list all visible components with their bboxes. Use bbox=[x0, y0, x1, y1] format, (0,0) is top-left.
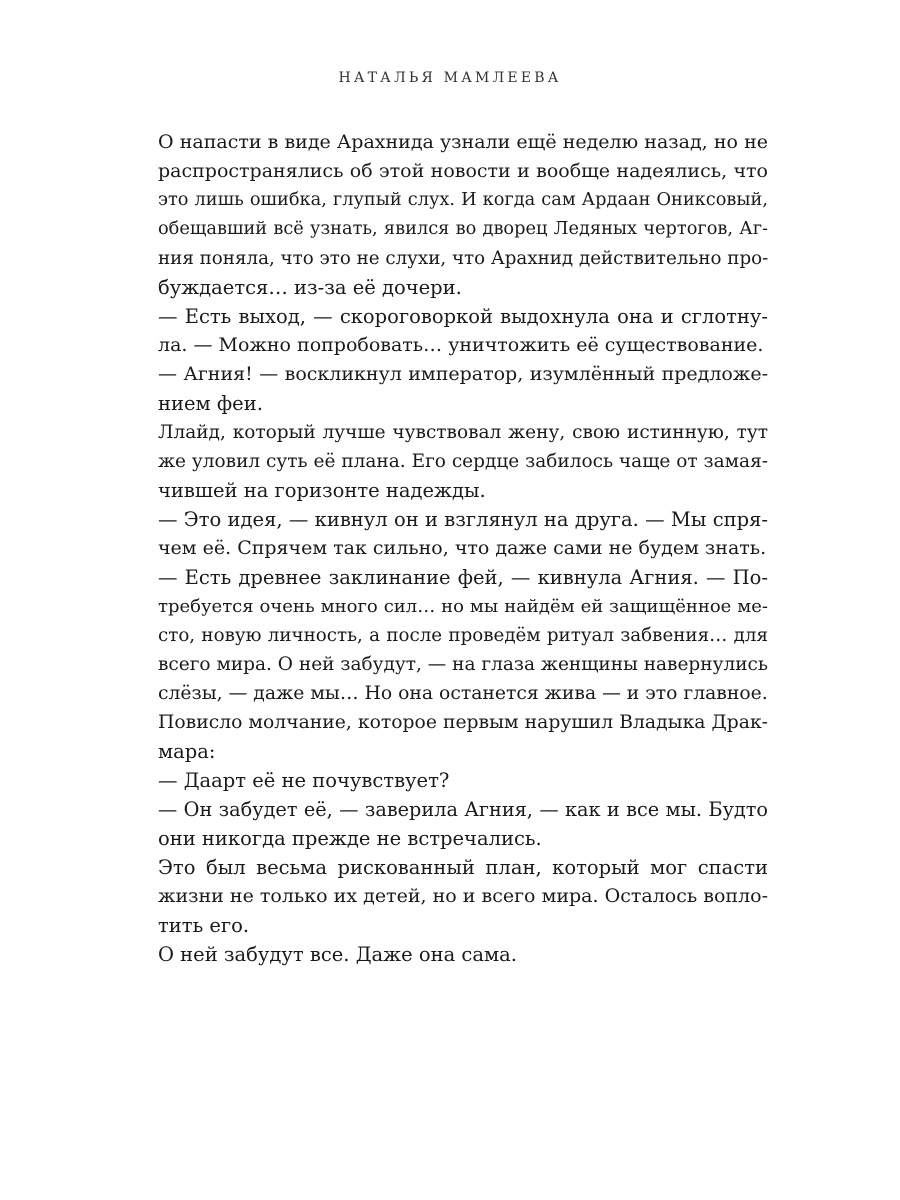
text-line: сто, новую личность, а после проведём ритуал забвения… для bbox=[158, 625, 768, 646]
text-line: — Есть древнее заклинание фей, — кивнула Агния. — По- bbox=[158, 566, 768, 589]
paragraph bbox=[130, 940, 768, 969]
text-line: жизни не только их детей, но и всего мира. Осталось вопло- bbox=[158, 885, 768, 907]
text-line: Повисло молчание, которое первым нарушил Владыка Драк- bbox=[158, 712, 768, 733]
text-line: они никогда прежде не встречались. bbox=[158, 827, 542, 850]
paragraph bbox=[130, 766, 768, 795]
paragraph bbox=[130, 302, 768, 360]
text-line: мара: bbox=[158, 740, 216, 763]
paragraph bbox=[130, 853, 768, 940]
paragraph bbox=[130, 418, 768, 505]
text-line: — Есть выход, — скороговоркой выдохнула она и сглотну- bbox=[158, 305, 768, 328]
text-line: ла. — Можно попробовать… уничтожить её существование. bbox=[158, 334, 764, 356]
text-line: нием феи. bbox=[158, 392, 263, 415]
text-line: Ллайд, который лучше чувствовал жену, свою истинную, тут bbox=[158, 422, 768, 443]
text-line: О напасти в виде Арахнида узнали ещё неделю назад, но не bbox=[158, 131, 768, 153]
text-line: обещавший всё узнать, явился во дворец Ледяных чертогов, Аг- bbox=[158, 219, 768, 239]
text-line: Это был весьма рискованный план, который мог спасти bbox=[158, 856, 768, 879]
running-head: НАТАЛЬЯ МАМЛЕЕВА bbox=[338, 70, 562, 86]
text-line: О ней забудут все. Даже она сама. bbox=[158, 943, 517, 966]
text-line: — Агния! — воскликнул император, изумлённый предложе- bbox=[158, 363, 768, 385]
paragraph bbox=[130, 360, 768, 418]
text-line: чившей на горизонте надежды. bbox=[158, 479, 486, 502]
text-line: — Даарт её не почувствует? bbox=[158, 769, 450, 792]
text-line: слёзы, — даже мы… Но она останется жива — и это главное. bbox=[158, 683, 768, 704]
paragraph bbox=[130, 795, 768, 853]
paragraph bbox=[130, 505, 768, 563]
body-text bbox=[130, 128, 768, 969]
paragraph bbox=[130, 708, 768, 766]
text-line: ния поняла, что это не слухи, что Арахнид действительно про- bbox=[158, 248, 769, 269]
text-line: чем её. Спрячем так сильно, что даже сами не будем знать. bbox=[158, 537, 767, 559]
text-line: — Он забудет её, — заверила Агния, — как и все мы. Будто bbox=[158, 798, 768, 821]
text-line: требуется очень много сил… но мы найдём ей защищённое ме- bbox=[158, 596, 768, 617]
paragraph bbox=[130, 128, 768, 302]
text-line: буждается… из-за её дочери. bbox=[158, 276, 462, 299]
paragraph bbox=[130, 563, 768, 708]
text-line: распространялись об этой новости и вообще надеялись, что bbox=[158, 160, 768, 182]
text-line: всего мира. О ней забудут, — на глаза женщины навернулись bbox=[158, 654, 768, 675]
text-line: — Это идея, — кивнул он и взглянул на друга. — Мы спря- bbox=[158, 508, 768, 531]
text-line: же уловил суть её плана. Его сердце забилось чаще от замая- bbox=[158, 451, 768, 472]
text-line: тить его. bbox=[158, 914, 250, 937]
text-line: это лишь ошибка, глупый слух. И когда сам Ардаан Ониксовый, bbox=[158, 190, 768, 210]
